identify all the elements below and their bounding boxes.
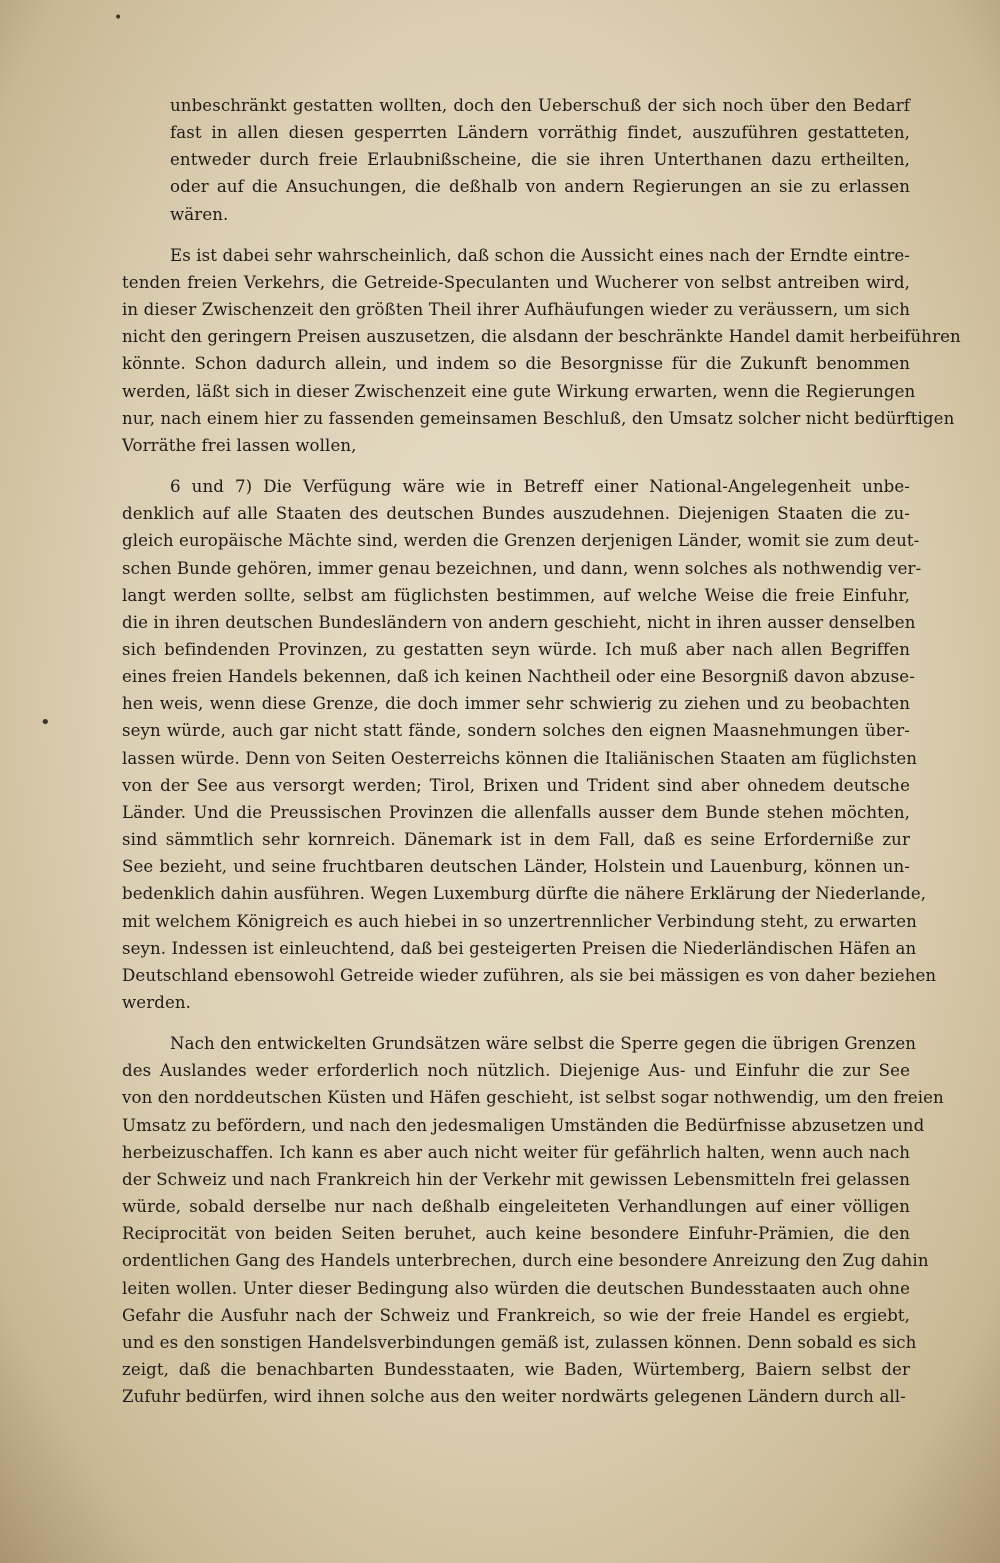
text-line: werden, läßt sich in dieser Zwischenzeit eine gute Wirkung erwarten, wenn die Regierungen bbox=[122, 381, 916, 401]
text-line: würde, sobald derselbe nur nach deßhalb eingeleiteten Verhandlungen auf einer völligen bbox=[122, 1197, 910, 1217]
text-line: seyn. Indessen ist einleuchtend, daß bei gesteigerten Preisen die Niederländischen Häfen an bbox=[122, 938, 917, 958]
text-line: oder auf die Ansuchungen, die deßhalb von andern Regierungen an sie zu erlassen bbox=[170, 177, 910, 197]
text-line: langt werden sollte, selbst am füglichsten bestimmen, auf welche Weise die freie Einfuhr, bbox=[122, 585, 910, 605]
text-line: lassen würde. Denn von Seiten Oesterreichs können die Italiänischen Staaten am füglichsten bbox=[122, 748, 918, 768]
paragraph bbox=[122, 92, 910, 228]
body-text bbox=[122, 92, 961, 1410]
text-line: Reciprocität von beiden Seiten beruhet, auch keine besondere Einfuhr-Prämien, die den bbox=[122, 1224, 910, 1244]
text-line: werden. bbox=[122, 993, 192, 1012]
paragraph bbox=[122, 1030, 944, 1410]
paragraph bbox=[122, 242, 961, 459]
text-line: der Schweiz und nach Frankreich hin der Verkehr mit gewissen Lebensmitteln frei gelassen bbox=[122, 1169, 910, 1189]
text-line: bedenklich dahin ausführen. Wegen Luxemburg dürfte die nähere Erklärung der Niederlande, bbox=[122, 884, 927, 904]
text-line: gleich europäische Mächte sind, werden die Grenzen derjenigen Länder, womit sie zum deut- bbox=[122, 531, 920, 551]
text-line: herbeizuschaffen. Ich kann es aber auch nicht weiter für gefährlich halten, wenn auch nach bbox=[122, 1142, 910, 1162]
text-line: seyn würde, auch gar nicht statt fände, sondern solches den eignen Maasnehmungen über- bbox=[122, 721, 910, 741]
top-mark: • bbox=[114, 10, 123, 26]
text-line: leiten wollen. Unter dieser Bedingung also würden die deutschen Bundesstaaten auch ohne bbox=[122, 1278, 910, 1298]
text-line: sind sämmtlich sehr kornreich. Dänemark ist in dem Fall, daß es seine Erforderniße zur bbox=[122, 830, 910, 850]
text-line: nicht den geringern Preisen auszusetzen, die alsdann der beschränkte Handel damit herbeiführen bbox=[122, 327, 961, 347]
text-line: Länder. Und die Preussischen Provinzen die allenfalls ausser dem Bunde stehen möchten, bbox=[122, 802, 910, 822]
text-line: in dieser Zwischenzeit den größten Theil ihrer Aufhäufungen wieder zu veräussern, um sich bbox=[122, 300, 910, 320]
text-line: eines freien Handels bekennen, daß ich keinen Nachtheil oder eine Besorgniß davon abzuse- bbox=[122, 667, 915, 687]
text-line: Nach den entwickelten Grundsätzen wäre selbst die Sperre gegen die übrigen Grenzen bbox=[170, 1034, 917, 1054]
text-line: von der See aus versorgt werden; Tirol, Brixen und Trident sind aber ohnedem deutsche bbox=[122, 775, 910, 795]
text-line: Gefahr die Ausfuhr nach der Schweiz und Frankreich, so wie der freie Handel es ergiebt, bbox=[122, 1305, 910, 1325]
text-line: Vorräthe frei lassen wollen, bbox=[122, 435, 357, 455]
text-line: die in ihren deutschen Bundesländern von andern geschieht, nicht in ihren ausser denselben bbox=[122, 612, 916, 632]
text-line: ordentlichen Gang des Handels unterbrechen, durch eine besondere Anreizung den Zug dahin bbox=[122, 1251, 929, 1271]
text-line: sich befindenden Provinzen, zu gestatten seyn würde. Ich muß aber nach allen Begriffen bbox=[122, 639, 910, 659]
text-line: hen weis, wenn diese Grenze, die doch immer sehr schwierig zu ziehen und zu beobachten bbox=[122, 694, 910, 714]
text-line: Umsatz zu befördern, und nach den jedesmaligen Umständen die Bedürfnisse abzusetzen und bbox=[122, 1115, 925, 1135]
paragraph bbox=[122, 473, 937, 1016]
text-line: und es den sonstigen Handelsverbindungen gemäß ist, zulassen können. Denn sobald es sich bbox=[122, 1332, 917, 1352]
text-line: schen Bunde gehören, immer genau bezeichnen, und dann, wenn solches als nothwendig ver- bbox=[122, 558, 922, 578]
text-line: zeigt, daß die benachbarten Bundesstaaten, wie Baden, Würtemberg, Baiern selbst der bbox=[122, 1360, 910, 1380]
text-line: mit welchem Königreich es auch hiebei in so unzertrennlicher Verbindung steht, zu erwarten bbox=[122, 911, 917, 931]
text-line: Deutschland ebensowohl Getreide wieder zuführen, als sie bei mässigen es von daher beziehen bbox=[122, 965, 937, 985]
text-line: 6 und 7) Die Verfügung wäre wie in Betreff einer National-Angelegenheit unbe- bbox=[170, 477, 910, 497]
text-line: tenden freien Verkehrs, die Getreide-Speculanten und Wucherer von selbst antreiben wird, bbox=[122, 272, 910, 292]
text-line: nur, nach einem hier zu fassenden gemeinsamen Beschluß, den Umsatz solcher nicht bedürftigen bbox=[122, 408, 955, 428]
text-line: wären. bbox=[170, 204, 229, 224]
text-line: von den norddeutschen Küsten und Häfen geschieht, ist selbst sogar nothwendig, um den freien bbox=[122, 1088, 944, 1108]
text-line: Es ist dabei sehr wahrscheinlich, daß schon die Aussicht eines nach der Erndte eintre- bbox=[170, 245, 910, 265]
text-line: könnte. Schon dadurch allein, und indem so die Besorgnisse für die Zukunft benommen bbox=[122, 354, 910, 374]
text-line: See bezieht, und seine fruchtbaren deutschen Länder, Holstein und Lauenburg, können un- bbox=[122, 857, 910, 877]
text-line: entweder durch freie Erlaubnißscheine, die sie ihren Unterthanen dazu ertheilten, bbox=[170, 150, 910, 170]
text-line: des Auslandes weder erforderlich noch nützlich. Diejenige Aus- und Einfuhr die zur See bbox=[122, 1061, 910, 1081]
text-line: denklich auf alle Staaten des deutschen Bundes auszudehnen. Diejenigen Staaten die zu- bbox=[122, 504, 910, 524]
text-line: unbeschränkt gestatten wollten, doch den Ueberschuß der sich noch über den Bedarf bbox=[170, 96, 910, 115]
text-line: fast in allen diesen gesperrten Ländern vorräthig findet, auszuführen gestatteten, bbox=[170, 123, 910, 143]
text-line: Zufuhr bedürfen, wird ihnen solche aus den weiter nordwärts gelegenen Ländern durch all- bbox=[122, 1387, 906, 1407]
margin-mark: • bbox=[40, 712, 51, 733]
